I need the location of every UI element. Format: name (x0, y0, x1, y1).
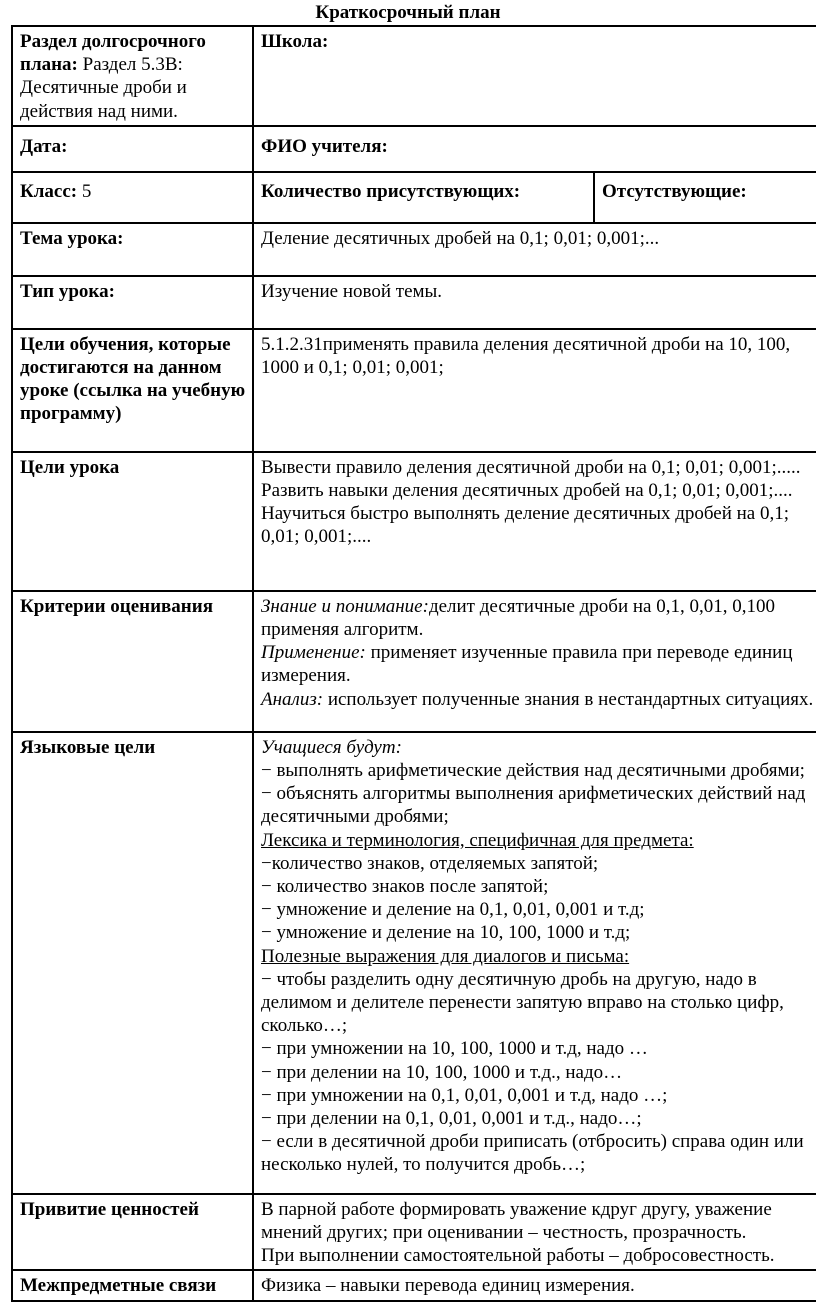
row-interdisciplinary (12, 1270, 816, 1300)
phrase-item: − если в десятичной дроби приписать (отбросить) справа один или несколько нулей, то получится дробь…; (261, 1131, 804, 1176)
present-label: Количество присутствующих: (253, 172, 594, 223)
criterion-knowledge-text: делит десятичные дроби на 0,1, 0,01, 0,100 применяя алгоритм. (261, 595, 775, 641)
row-learning-objectives (12, 329, 816, 452)
row-lesson-type (12, 276, 816, 329)
lesson-goals-cell (253, 452, 816, 591)
phrase-item: − при делении на 10, 100, 1000 и т.д., надо… (261, 1061, 623, 1083)
learning-objectives-label: Цели обучения, которые достигаются на данном уроке (ссылка на учебную программу) (12, 329, 253, 452)
criterion-analysis-text: использует полученные знания в нестандартных ситуациях. (323, 688, 814, 710)
class-label: Класс: (20, 180, 78, 202)
row-topic (12, 223, 816, 276)
values-label: Привитие ценностей (12, 1194, 253, 1271)
lesson-plan-table (11, 25, 816, 1302)
lexicon-heading: Лексика и терминология, специфичная для предмета: (261, 829, 694, 851)
lesson-goals-label: Цели урока (12, 452, 253, 591)
class-value: 5 (77, 180, 92, 202)
row-class (12, 172, 816, 223)
date-label: Дата: (12, 126, 253, 172)
lexicon-item: − умножение и деление на 0,1, 0,01, 0,001 и т.д; (261, 899, 645, 921)
row-date (12, 126, 816, 172)
teacher-label: ФИО учителя: (253, 126, 816, 172)
criterion-analysis (261, 688, 816, 711)
phrase-item: − при умножении на 10, 100, 1000 и т.д, надо … (261, 1038, 648, 1060)
values-cell (253, 1194, 816, 1271)
criterion-knowledge-title: Знание и понимание: (261, 595, 429, 617)
criteria-cell (253, 591, 816, 732)
topic-value: Деление десятичных дробей на 0,1; 0,01; 0,001;... (253, 223, 816, 276)
lesson-goal-3: Научиться быстро выполнять деление десятичных дробей на 0,1; 0,01; 0,001;.... (261, 503, 790, 548)
class-cell (12, 172, 253, 223)
criterion-application-text: применяет изученные правила при переводе единиц измерения. (261, 642, 793, 687)
school-label: Школа: (253, 26, 816, 126)
lexicon-item: −количество знаков, отделяемых запятой; (261, 852, 599, 874)
language-goals-intro: Учащиеся будут: (261, 736, 402, 758)
row-language-goals (12, 732, 816, 1194)
phrase-item: − при умножении на 0,1, 0,01, 0,001 и т.д, надо …; (261, 1084, 668, 1106)
values-line-2: При выполнении самостоятельной работы – добросовестность. (261, 1245, 775, 1267)
lesson-goal-2: Развить навыки деления десятичных дробей на 0,1; 0,01; 0,001;.... (261, 480, 793, 502)
section-label: Раздел долгосрочного плана: (20, 31, 206, 76)
phrases-heading: Полезные выражения для диалогов и письма: (261, 945, 630, 967)
absent-label: Отсутствующие: (594, 172, 816, 223)
interdisciplinary-value: Физика – навыки перевода единиц измерения. (253, 1270, 816, 1300)
topic-label: Тема урока: (12, 223, 253, 276)
section-cell (12, 26, 253, 126)
lesson-goal-1: Вывести правило деления десятичной дроби на 0,1; 0,01; 0,001;..... (261, 456, 801, 478)
learning-objectives-value: 5.1.2.31применять правила деления десятичной дроби на 10, 100, 1000 и 0,1; 0,01; 0,001; (253, 329, 816, 452)
row-values (12, 1194, 816, 1271)
criterion-application (261, 641, 816, 687)
row-lesson-goals (12, 452, 816, 591)
language-goals-label: Языковые цели (12, 732, 253, 1194)
row-criteria (12, 591, 816, 732)
lesson-type-value: Изучение новой темы. (253, 276, 816, 329)
language-goal-item: − объяснять алгоритмы выполнения арифметических действий над десятичными дробями; (261, 783, 806, 828)
row-section (12, 26, 816, 126)
criterion-application-title: Применение: (261, 642, 366, 664)
page-title: Краткосрочный план (315, 2, 501, 23)
criteria-label: Критерии оценивания (12, 591, 253, 732)
interdisciplinary-label: Межпредметные связи (12, 1270, 253, 1300)
section-value: Раздел 5.3В: Десятичные дроби и действия над ними. (20, 54, 187, 122)
language-goal-item: − выполнять арифметические действия над десятичными дробями; (261, 760, 805, 782)
values-line-1: В парной работе формировать уважение кдруг другу, уважение мнений других; при оценивании – честность, прозрачность. (261, 1198, 772, 1244)
criterion-analysis-title: Анализ: (261, 688, 324, 710)
lesson-type-label: Тип урока: (12, 276, 253, 329)
lexicon-item: − умножение и деление на 10, 100, 1000 и т.д; (261, 922, 631, 944)
language-goals-cell (253, 732, 816, 1194)
phrase-item: − при делении на 0,1, 0,01, 0,001 и т.д., надо…; (261, 1108, 642, 1130)
criterion-knowledge (261, 595, 816, 641)
phrase-item: − чтобы разделить одну десятичную дробь на другую, надо в делимом и делителе перенести запятую вправо на столько цифр, сколько…; (261, 968, 784, 1037)
lexicon-item: − количество знаков после запятой; (261, 876, 549, 898)
